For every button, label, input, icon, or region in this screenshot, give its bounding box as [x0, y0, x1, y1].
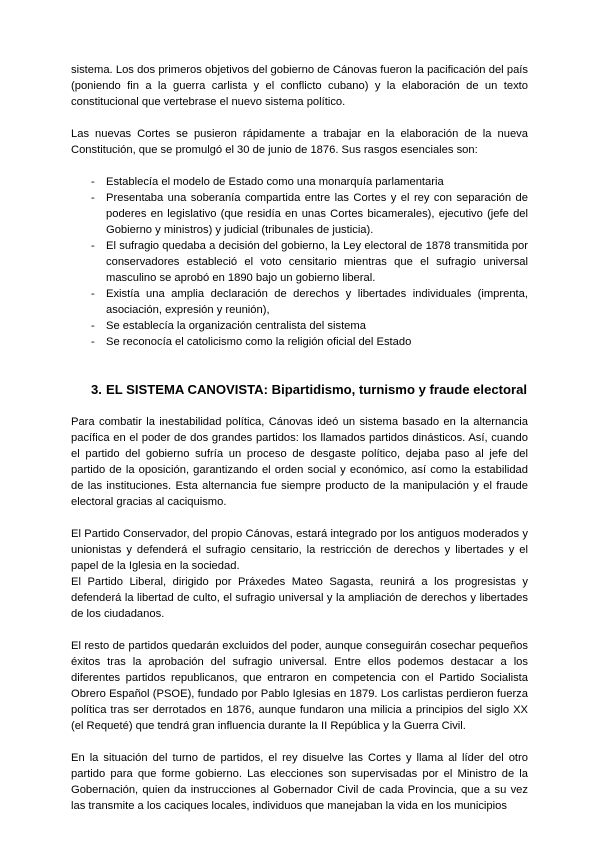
- bullet-dash: -: [91, 176, 95, 188]
- spacer: [71, 158, 528, 174]
- list-item-text: Se establecía la organización centralista del sistema: [106, 320, 366, 332]
- list-item: [71, 334, 528, 350]
- list-item: [71, 174, 528, 190]
- list-item: [71, 286, 528, 318]
- list-item-text: Presentaba una soberanía compartida entre las Cortes y el rey con separación de poderes en legislativo (que residía en unas Cortes bicamerales), ejecutivo (jefe del Gobierno y ministros) y judicial (tribunales de justicia).: [106, 192, 528, 236]
- bullet-dash: -: [91, 192, 95, 204]
- list-item: [71, 190, 528, 238]
- section-title: EL SISTEMA CANOVISTA: Bipartidismo, turnismo y fraude electoral: [106, 382, 528, 397]
- body-paragraph-liberal: El Partido Liberal, dirigido por Práxedes Mateo Sagasta, reunirá a los progresistas y defenderá la libertad de culto, el sufragio universal y la ampliación de derechos y libertades de los ciudadanos.: [71, 576, 528, 620]
- list-item-text: Establecía el modelo de Estado como una monarquía parlamentaria: [106, 176, 444, 188]
- spacer: [71, 350, 528, 366]
- list-item-text: Existía una amplia declaración de derechos y libertades individuales (imprenta, asociación, expresión y reunión),: [106, 288, 528, 316]
- bullet-dash: -: [91, 336, 95, 348]
- spacer: [71, 110, 528, 126]
- bullet-dash: -: [91, 320, 95, 332]
- list-item: [71, 318, 528, 334]
- section-number: 3.: [91, 382, 102, 397]
- spacer: [71, 622, 528, 638]
- list-item-text: El sufragio quedaba a decisión del gobierno, la Ley electoral de 1878 transmitida por conservadores estableció el voto censitario mientras que el sufragio universal masculino se aprobó en 1890 bajo un gobierno liberal.: [106, 240, 528, 284]
- document-page: [71, 62, 528, 814]
- section-heading: [71, 382, 528, 398]
- list-item-text: Se reconocía el catolicismo como la religión oficial del Estado: [106, 336, 412, 348]
- spacer: [71, 510, 528, 526]
- list-item: [71, 238, 528, 286]
- intro-paragraph-2: Las nuevas Cortes se pusieron rápidamente a trabajar en la elaboración de la nueva Constitución, que se promulgó el 30 de junio de 1876. Sus rasgos esenciales son:: [71, 128, 528, 156]
- spacer: [71, 398, 528, 414]
- bullet-dash: -: [91, 288, 95, 300]
- spacer: [71, 734, 528, 750]
- body-paragraph-conservador: El Partido Conservador, del propio Cánovas, estará integrado por los antiguos moderados y unionistas y defenderá el sufragio censitario, la restricción de derechos y libertades y el papel de la Iglesia en la sociedad.: [71, 528, 528, 572]
- body-paragraph-otros-partidos: El resto de partidos quedarán excluidos del poder, aunque conseguirán cosechar pequeños éxitos tras la aprobación del sufragio universal. Entre ellos podemos destacar a los diferentes partidos republicanos, que entraron en competencia con el Partido Socialista Obrero Español (PSOE), fundado por Pablo Iglesias en 1879. Los carlistas perdieron fuerza política tras ser derrotados en 1876, aunque fundaron una milicia a principios del siglo XX (el Requeté) que tendrá gran influencia durante la II República y la Guerra Civil.: [71, 640, 528, 732]
- body-paragraph-turnismo: Para combatir la inestabilidad política, Cánovas ideó un sistema basado en la alternancia pacífica en el poder de dos grandes partidos: los llamados partidos dinásticos. Así, cuando el partido del gobierno sufría un proceso de desgaste político, dejaba paso al jefe del partido de la oposición, garantizando el orden social y económico, así como la estabilidad de las instituciones. Esta alternancia fue siempre producto de la manipulación y el fraude electoral gracias al caciquismo.: [71, 416, 528, 508]
- intro-paragraph-1: sistema. Los dos primeros objetivos del gobierno de Cánovas fueron la pacificación del país (poniendo fin a la guerra carlista y el conflicto cubano) y la elaboración de un texto constitucional que vertebrase el nuevo sistema político.: [71, 64, 528, 108]
- constitution-features-list: [71, 174, 528, 350]
- bullet-dash: -: [91, 240, 95, 252]
- spacer: [71, 366, 528, 382]
- body-paragraph-turno: En la situación del turno de partidos, el rey disuelve las Cortes y llama al líder del otro partido para que forme gobierno. Las elecciones son supervisadas por el Ministro de la Gobernación, quien da instrucciones al Gobernador Civil de cada Provincia, que a su vez las transmite a los caciques locales, individuos que manejaban la vida en los municipios: [71, 752, 528, 812]
